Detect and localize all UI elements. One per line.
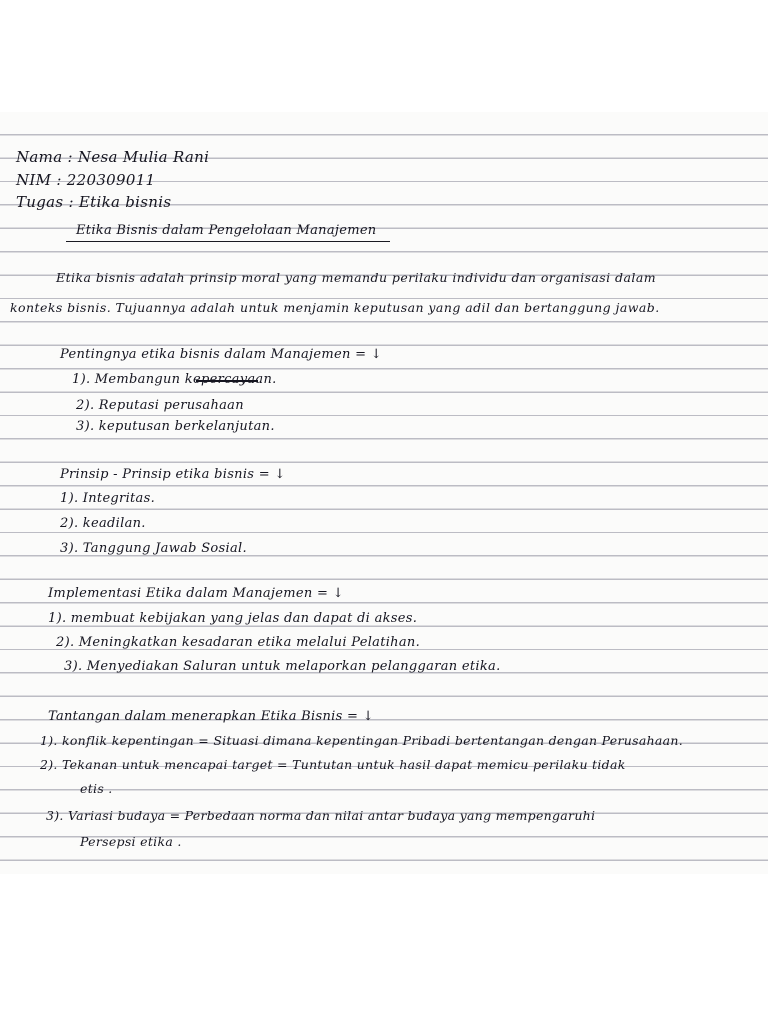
- list-item: 2). Reputasi perusahaan: [76, 398, 244, 413]
- list-item: Persepsi etika .: [80, 834, 182, 849]
- crossed-out-word: [196, 380, 258, 382]
- section-heading: Implementasi Etika dalam Manajemen = ↓: [48, 586, 344, 601]
- intro-line-2: konteks bisnis. Tujuannya adalah untuk menjamin keputusan yang adil dan bertanggung jawab.: [10, 300, 660, 315]
- section-heading: Pentingnya etika bisnis dalam Manajemen = ↓: [60, 347, 382, 362]
- list-item: etis .: [80, 781, 113, 796]
- page-margin-bottom: [0, 874, 768, 1024]
- page-title: Etika Bisnis dalam Pengelolaan Manajemen: [76, 223, 377, 238]
- list-item: 1). konflik kepentingan = Situasi dimana kepentingan Pribadi bertentangan dengan Perusahaan.: [40, 733, 684, 748]
- title-underline: [66, 241, 390, 242]
- section-heading: Tantangan dalam menerapkan Etika Bisnis = ↓: [48, 709, 374, 724]
- student-nim: NIM : 220309011: [16, 171, 156, 189]
- list-item: 3). Tanggung Jawab Sosial.: [60, 541, 247, 556]
- list-item: 1). membuat kebijakan yang jelas dan dapat di akses.: [48, 611, 418, 626]
- list-item: 2). Meningkatkan kesadaran etika melalui Pelatihan.: [56, 635, 421, 650]
- list-item: 3). keputusan berkelanjutan.: [76, 419, 275, 434]
- assignment-topic: Tugas : Etika bisnis: [16, 193, 172, 211]
- list-item: 2). keadilan.: [60, 516, 146, 531]
- list-item: 1). Integritas.: [60, 491, 156, 506]
- list-item: 3). Variasi budaya = Perbedaan norma dan nilai antar budaya yang mempengaruhi: [46, 808, 596, 823]
- student-name: Nama : Nesa Mulia Rani: [16, 148, 210, 166]
- list-item: 1). Membangun kepercayaan.: [72, 372, 277, 387]
- intro-line-1: Etika bisnis adalah prinsip moral yang memandu perilaku individu dan organisasi dalam: [56, 270, 657, 285]
- list-item: 3). Menyediakan Saluran untuk melaporkan pelanggaran etika.: [64, 659, 501, 674]
- section-heading: Prinsip - Prinsip etika bisnis = ↓: [60, 467, 286, 482]
- list-item: 2). Tekanan untuk mencapai target = Tuntutan untuk hasil dapat memicu perilaku tidak: [40, 757, 626, 772]
